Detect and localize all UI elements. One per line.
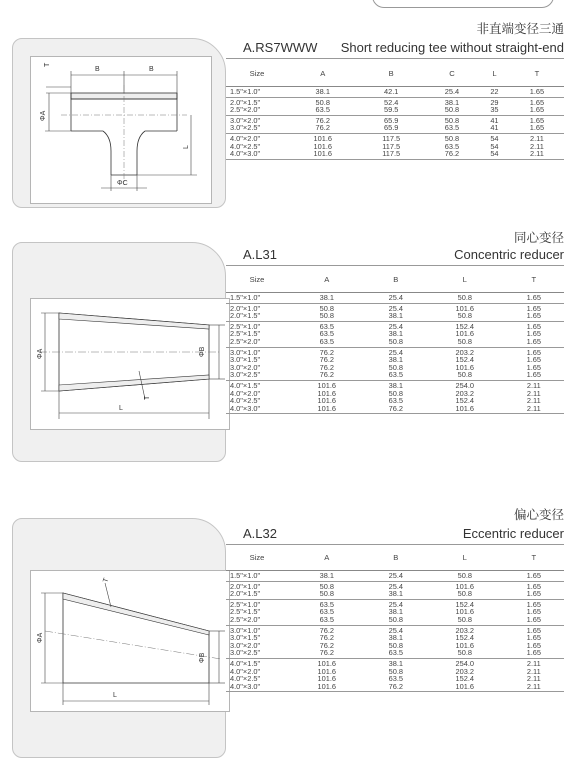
- value-cell: 63.5: [444, 141, 460, 151]
- value-cell: 101.6: [426, 405, 504, 414]
- size-cell: 1.5"×1.0": [226, 87, 288, 98]
- size-cell: 2.0"×1.5": [226, 590, 288, 599]
- value-cell: 50.8: [388, 388, 403, 398]
- value-cell: 50.8: [388, 640, 403, 650]
- value-cell: 38.1: [288, 571, 366, 582]
- product-code: A.RS7WWW: [243, 40, 318, 55]
- value-cell: 101.6: [455, 303, 475, 313]
- value-cell: 50.8: [319, 303, 334, 313]
- table-row: [226, 124, 564, 133]
- value-cell: 63.5: [288, 616, 366, 625]
- value-cell: 1.65: [504, 293, 564, 304]
- eccentric-drawing: [30, 570, 230, 712]
- dim-label-t: T: [102, 577, 111, 584]
- value-cell: 63.5: [319, 607, 334, 617]
- col-a: A: [288, 62, 357, 87]
- value-cell: 76.2: [319, 355, 334, 365]
- value-cell: 38.1: [388, 355, 403, 365]
- value-cell: 76.2: [319, 625, 334, 635]
- value-cell: 76.2: [288, 371, 366, 380]
- value-cell: 65.9: [384, 115, 399, 125]
- dim-label-b-right: B: [149, 66, 154, 73]
- value-cell: 25.4: [366, 571, 426, 582]
- value-cell: 63.5: [288, 338, 366, 347]
- value-cell: 50.8: [426, 293, 504, 304]
- value-cell: 203.2: [455, 347, 475, 357]
- value-cell: 152.4: [455, 599, 475, 609]
- value-cell: 2.11: [526, 658, 541, 668]
- col-t: T: [504, 546, 564, 571]
- value-cell: 76.2: [288, 649, 366, 658]
- value-cell: 25.4: [388, 303, 403, 313]
- size-cell: 3.0"×2.5": [226, 124, 288, 133]
- size-cell: 4.0"×2.0": [230, 133, 261, 143]
- value-cell: 1.65: [526, 607, 541, 617]
- value-cell: 50.8: [444, 115, 460, 125]
- dim-label-t: T: [144, 395, 151, 400]
- size-cell: 4.0"×2.5": [230, 141, 261, 151]
- table-row: [226, 371, 564, 380]
- value-cell: 254.0: [455, 380, 475, 390]
- value-cell: 101.6: [455, 329, 475, 339]
- section-title-en: Concentric reducer: [454, 247, 564, 262]
- value-cell: 76.2: [425, 150, 479, 159]
- value-cell: 25.4: [366, 293, 426, 304]
- value-cell: 1.65: [526, 321, 541, 331]
- size-cell: 3.0"×2.5": [226, 371, 288, 380]
- size-cell: 2.5"×2.0": [226, 616, 288, 625]
- value-cell: 76.2: [319, 347, 334, 357]
- product-code: A.L32: [243, 526, 277, 541]
- value-cell: 101.6: [313, 141, 332, 151]
- value-cell: 76.2: [366, 683, 426, 692]
- value-cell: 63.5: [425, 124, 479, 133]
- title-rule: [226, 58, 564, 59]
- size-cell: 3.0"×2.0": [230, 362, 261, 372]
- table-row: [226, 312, 564, 321]
- value-cell: 63.5: [288, 106, 357, 115]
- value-cell: 50.8: [388, 666, 403, 676]
- dim-label-l: L: [183, 145, 190, 149]
- value-cell: 76.2: [288, 124, 357, 133]
- value-cell: 38.1: [388, 329, 403, 339]
- value-cell: 76.2: [319, 640, 334, 650]
- table-row: [226, 150, 564, 159]
- value-cell: 101.6: [317, 396, 337, 406]
- value-cell: 35: [479, 106, 510, 115]
- size-cell: 3.0"×1.5": [230, 633, 261, 643]
- value-cell: 2.11: [526, 674, 541, 684]
- concentric-spec-table: [226, 268, 564, 414]
- value-cell: 1.65: [504, 312, 564, 321]
- value-cell: 2.11: [526, 666, 541, 676]
- size-cell: 2.5"×1.5": [230, 607, 261, 617]
- value-cell: 50.8: [315, 97, 330, 107]
- value-cell: 50.8: [288, 590, 366, 599]
- size-cell: 4.0"×1.5": [230, 658, 261, 668]
- value-cell: 38.1: [388, 607, 403, 617]
- value-cell: 76.2: [366, 405, 426, 414]
- value-cell: 1.65: [529, 115, 545, 125]
- value-cell: 38.1: [366, 312, 426, 321]
- value-cell: 2.11: [510, 150, 564, 159]
- value-cell: 50.8: [426, 571, 504, 582]
- value-cell: 117.5: [357, 150, 424, 159]
- value-cell: 1.65: [504, 371, 564, 380]
- value-cell: 63.5: [366, 649, 426, 658]
- size-cell: 4.0"×2.0": [230, 666, 261, 676]
- section-title-cn: 偏心变径: [513, 507, 564, 522]
- value-cell: 2.11: [504, 405, 564, 414]
- value-cell: 101.6: [313, 133, 332, 143]
- table-header-row: [226, 546, 564, 571]
- value-cell: 2.11: [530, 133, 544, 143]
- value-cell: 63.5: [388, 396, 403, 406]
- col-t: T: [510, 62, 564, 87]
- value-cell: 152.4: [455, 321, 475, 331]
- value-cell: 1.65: [510, 124, 564, 133]
- value-cell: 101.6: [317, 380, 337, 390]
- value-cell: 101.6: [317, 658, 337, 668]
- dim-label-l: L: [113, 692, 117, 699]
- table-row: [226, 293, 564, 304]
- value-cell: 50.8: [288, 312, 366, 321]
- size-cell: 2.5"×2.0": [226, 338, 288, 347]
- table-header-row: [226, 62, 564, 87]
- dim-label-a: ΦA: [40, 110, 47, 121]
- value-cell: 63.5: [319, 321, 334, 331]
- value-cell: 25.4: [388, 581, 403, 591]
- col-a: A: [288, 546, 366, 571]
- value-cell: 1.65: [504, 616, 564, 625]
- tee-drawing: [30, 56, 212, 204]
- size-cell: 2.5"×2.0": [226, 106, 288, 115]
- value-cell: 101.6: [288, 405, 366, 414]
- table-row: [226, 106, 564, 115]
- value-cell: 101.6: [288, 683, 366, 692]
- size-cell: 2.0"×1.5": [230, 97, 261, 107]
- value-cell: 1.65: [510, 87, 564, 98]
- section-title-en: Short reducing tee without straight-end: [340, 40, 564, 55]
- value-cell: 54: [490, 133, 499, 143]
- product-code: A.L31: [243, 247, 277, 262]
- value-cell: 101.6: [426, 683, 504, 692]
- value-cell: 1.65: [510, 106, 564, 115]
- value-cell: 54: [479, 150, 510, 159]
- value-cell: 76.2: [315, 115, 330, 125]
- value-cell: 50.8: [426, 371, 504, 380]
- section-title-cn: 同心变径: [513, 230, 564, 245]
- size-cell: 3.0"×2.0": [230, 115, 261, 125]
- size-cell: 4.0"×3.0": [226, 150, 288, 159]
- value-cell: 63.5: [388, 674, 403, 684]
- value-cell: 1.65: [526, 640, 541, 650]
- value-cell: 76.2: [319, 633, 334, 643]
- col-t: T: [504, 268, 564, 293]
- value-cell: 52.4: [384, 97, 399, 107]
- value-cell: 117.5: [382, 141, 401, 151]
- value-cell: 1.65: [526, 329, 541, 339]
- table-row: [226, 683, 564, 692]
- value-cell: 254.0: [455, 658, 475, 668]
- value-cell: 38.1: [388, 633, 403, 643]
- value-cell: 101.6: [455, 607, 475, 617]
- value-cell: 76.2: [319, 362, 334, 372]
- value-cell: 50.8: [425, 106, 479, 115]
- value-cell: 50.8: [444, 133, 460, 143]
- value-cell: 25.4: [388, 347, 403, 357]
- value-cell: 59.5: [357, 106, 424, 115]
- value-cell: 2.11: [530, 141, 544, 151]
- value-cell: 117.5: [382, 133, 401, 143]
- dim-label-b: ΦB: [199, 346, 206, 357]
- value-cell: 152.4: [455, 355, 475, 365]
- table-row: [226, 571, 564, 582]
- value-cell: 41: [490, 115, 499, 125]
- size-cell: 2.5"×1.0": [230, 321, 261, 331]
- size-cell: 4.0"×3.0": [226, 405, 288, 414]
- value-cell: 1.65: [504, 338, 564, 347]
- table-row: [226, 87, 564, 98]
- value-cell: 1.65: [526, 625, 541, 635]
- value-cell: 25.4: [425, 87, 479, 98]
- size-cell: 4.0"×1.5": [230, 380, 261, 390]
- value-cell: 29: [490, 97, 499, 107]
- size-cell: 1.5"×1.0": [226, 293, 288, 304]
- col-l: L: [426, 546, 504, 571]
- table-header-row: [226, 268, 564, 293]
- col-l: L: [479, 62, 510, 87]
- value-cell: 2.11: [526, 388, 541, 398]
- value-cell: 1.65: [526, 362, 541, 372]
- size-cell: 3.0"×2.0": [230, 640, 261, 650]
- size-cell: 2.5"×1.5": [230, 329, 261, 339]
- value-cell: 65.9: [357, 124, 424, 133]
- col-size: Size: [226, 268, 288, 293]
- dim-label-l: L: [119, 405, 123, 412]
- col-l: L: [426, 268, 504, 293]
- size-cell: 1.5"×1.0": [226, 571, 288, 582]
- size-cell: 2.0"×1.5": [226, 312, 288, 321]
- section-title-en: Eccentric reducer: [462, 526, 564, 541]
- value-cell: 50.8: [426, 616, 504, 625]
- value-cell: 41: [479, 124, 510, 133]
- table-row: [226, 405, 564, 414]
- value-cell: 38.1: [288, 87, 357, 98]
- value-cell: 22: [479, 87, 510, 98]
- value-cell: 63.5: [319, 329, 334, 339]
- size-cell: 4.0"×2.5": [230, 396, 261, 406]
- value-cell: 38.1: [288, 293, 366, 304]
- dim-label-a: ΦA: [37, 632, 44, 643]
- value-cell: 101.6: [455, 581, 475, 591]
- col-c: C: [425, 62, 479, 87]
- section-title-cn: 非直端变径三通: [476, 21, 564, 36]
- table-row: [226, 338, 564, 347]
- title-rule: [226, 544, 564, 545]
- value-cell: 50.8: [426, 312, 504, 321]
- tee-spec-table: [226, 62, 564, 160]
- value-cell: 152.4: [455, 674, 475, 684]
- value-cell: 101.6: [317, 666, 337, 676]
- dim-label-b: ΦB: [199, 652, 206, 663]
- table-row: [226, 616, 564, 625]
- size-cell: 2.0"×1.0": [230, 303, 261, 313]
- value-cell: 203.2: [455, 625, 475, 635]
- value-cell: 50.8: [319, 581, 334, 591]
- value-cell: 101.6: [288, 150, 357, 159]
- concentric-drawing: [30, 298, 230, 430]
- value-cell: 1.65: [526, 355, 541, 365]
- table-row: [226, 590, 564, 599]
- col-b: B: [366, 546, 426, 571]
- value-cell: 203.2: [455, 666, 475, 676]
- value-cell: 1.65: [504, 571, 564, 582]
- value-cell: 63.5: [319, 599, 334, 609]
- value-cell: 152.4: [455, 396, 475, 406]
- size-cell: 2.5"×1.0": [230, 599, 261, 609]
- col-b: B: [366, 268, 426, 293]
- value-cell: 25.4: [388, 321, 403, 331]
- col-size: Size: [226, 546, 288, 571]
- table-row: [226, 649, 564, 658]
- value-cell: 2.11: [526, 380, 541, 390]
- value-cell: 101.6: [317, 388, 337, 398]
- value-cell: 203.2: [455, 388, 475, 398]
- col-a: A: [288, 268, 366, 293]
- value-cell: 38.1: [444, 97, 460, 107]
- col-b: B: [357, 62, 424, 87]
- value-cell: 1.65: [526, 599, 541, 609]
- value-cell: 50.8: [426, 649, 504, 658]
- size-cell: 4.0"×2.5": [230, 674, 261, 684]
- value-cell: 25.4: [388, 625, 403, 635]
- value-cell: 42.1: [357, 87, 424, 98]
- size-cell: 4.0"×3.0": [226, 683, 288, 692]
- eccentric-spec-table: [226, 546, 564, 692]
- dim-label-a: ΦA: [37, 348, 44, 359]
- title-rule: [226, 265, 564, 266]
- value-cell: 54: [490, 141, 499, 151]
- value-cell: 50.8: [426, 338, 504, 347]
- value-cell: 1.65: [526, 633, 541, 643]
- value-cell: 152.4: [455, 633, 475, 643]
- value-cell: 50.8: [366, 616, 426, 625]
- value-cell: 2.11: [526, 396, 541, 406]
- value-cell: 1.65: [526, 303, 541, 313]
- value-cell: 25.4: [388, 599, 403, 609]
- value-cell: 1.65: [504, 649, 564, 658]
- value-cell: 50.8: [426, 590, 504, 599]
- value-cell: 101.6: [455, 640, 475, 650]
- value-cell: 38.1: [388, 658, 403, 668]
- size-cell: 4.0"×2.0": [230, 388, 261, 398]
- size-cell: 2.0"×1.0": [230, 581, 261, 591]
- value-cell: 101.6: [317, 674, 337, 684]
- value-cell: 50.8: [366, 338, 426, 347]
- value-cell: 1.65: [526, 581, 541, 591]
- size-cell: 3.0"×1.0": [230, 625, 261, 635]
- value-cell: 38.1: [366, 590, 426, 599]
- size-cell: 3.0"×1.0": [230, 347, 261, 357]
- dim-label-t: T: [44, 62, 51, 67]
- col-size: Size: [226, 62, 288, 87]
- value-cell: 2.11: [504, 683, 564, 692]
- value-cell: 1.65: [529, 97, 545, 107]
- value-cell: 50.8: [388, 362, 403, 372]
- dim-label-b-left: B: [95, 66, 100, 73]
- value-cell: 101.6: [455, 362, 475, 372]
- size-cell: 3.0"×2.5": [226, 649, 288, 658]
- dim-label-c: ΦC: [117, 180, 128, 187]
- value-cell: 1.65: [526, 347, 541, 357]
- value-cell: 1.65: [504, 590, 564, 599]
- top-tab-outline: [372, 0, 554, 8]
- value-cell: 38.1: [388, 380, 403, 390]
- value-cell: 63.5: [366, 371, 426, 380]
- size-cell: 3.0"×1.5": [230, 355, 261, 365]
